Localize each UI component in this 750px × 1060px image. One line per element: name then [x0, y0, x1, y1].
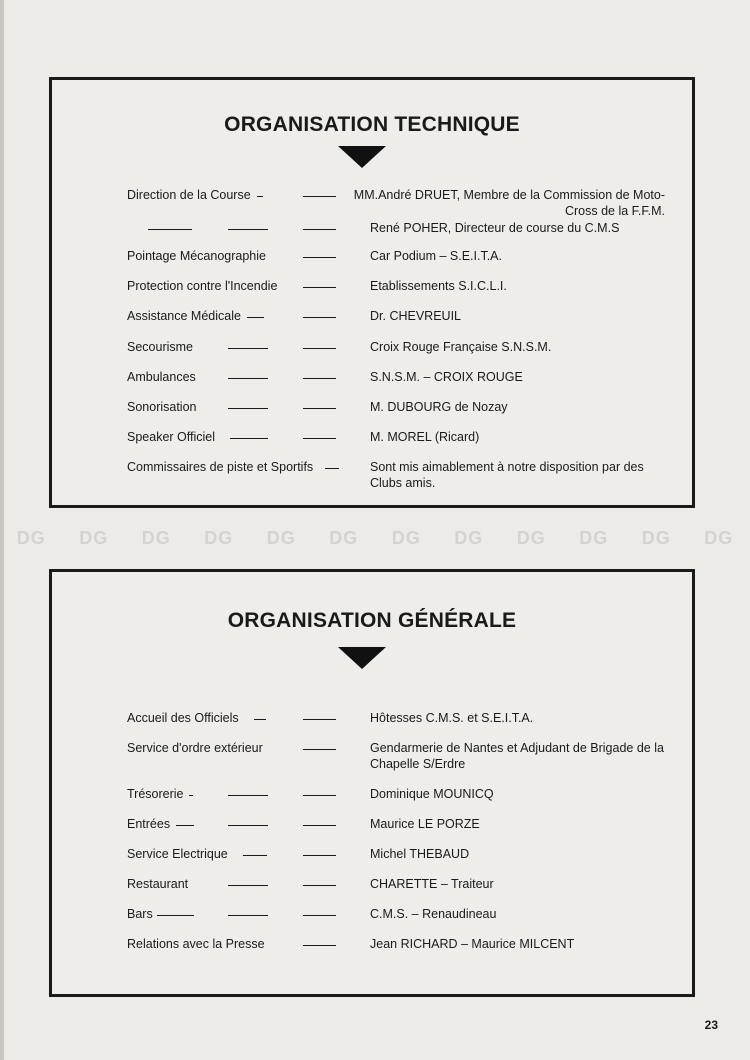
value-text: Car Podium – S.E.I.T.A.	[370, 249, 502, 263]
role-label: Protection contre l'Incendie	[127, 279, 278, 293]
role-label: Service d'ordre extérieur	[127, 741, 263, 755]
role-label: Accueil des Officiels	[127, 711, 239, 725]
value-text: René POHER, Directeur de course du C.M.S	[370, 221, 620, 235]
role-label: Entrées	[127, 817, 171, 831]
value-text: S.N.S.M. – CROIX ROUGE	[370, 370, 523, 384]
leader-dash	[303, 719, 336, 720]
watermark-text: DG	[579, 527, 609, 548]
leader-dash	[243, 855, 267, 856]
leader-dash	[228, 348, 268, 349]
watermark-text: DG	[329, 527, 359, 548]
leader-dash	[303, 885, 336, 886]
value-text: M. DUBOURG de Nozay	[370, 400, 508, 414]
organisation-generale-panel	[49, 569, 695, 997]
value-text: Hôtesses C.M.S. et S.E.I.T.A.	[370, 711, 534, 725]
role-label: Relations avec la Presse	[127, 937, 265, 951]
role-label: Trésorerie	[127, 787, 184, 801]
value-text: M. MOREL (Ricard)	[370, 430, 480, 444]
role-label: Bars	[127, 907, 153, 921]
value-text: CHARETTE – Traiteur	[370, 877, 494, 891]
watermark-text: DG	[641, 527, 671, 548]
watermark-text: DG	[141, 527, 171, 548]
leader-dash	[228, 825, 268, 826]
leader-dash	[303, 229, 336, 230]
watermark-band	[0, 512, 750, 564]
leader-dash	[303, 257, 336, 258]
leader-dash	[176, 825, 194, 826]
leader-dash	[228, 229, 268, 230]
watermark-text: DG	[391, 527, 421, 548]
leader-dash	[228, 795, 268, 796]
value-text: Jean RICHARD – Maurice MILCENT	[370, 937, 575, 951]
leader-dash	[230, 438, 268, 439]
leader-dash	[303, 749, 336, 750]
leader-dash	[303, 317, 336, 318]
leader-dash	[254, 719, 266, 720]
leader-dash	[303, 378, 336, 379]
watermark-text: DG	[516, 527, 546, 548]
role-label: Restaurant	[127, 877, 189, 891]
role-label: Secourisme	[127, 340, 193, 354]
value-text: MM.André DRUET, Membre de la Commission de Moto-Cross de la F.F.M.	[353, 188, 665, 218]
page-number: 23	[704, 1018, 718, 1032]
leader-dash	[247, 317, 264, 318]
leader-dash	[257, 196, 263, 197]
leader-dash	[303, 825, 336, 826]
leader-dash	[303, 795, 336, 796]
value-text: Gendarmerie de Nantes et Adjudant de Brigade de la Chapelle S/Erdre	[370, 741, 664, 771]
leader-dash	[303, 196, 336, 197]
watermark-text: DG	[16, 527, 46, 548]
arrow-down-icon	[338, 146, 386, 168]
leader-dash	[303, 408, 336, 409]
role-label: Pointage Mécanographie	[127, 249, 266, 263]
leader-dash	[303, 348, 336, 349]
value-text: Etablissements S.I.C.L.I.	[370, 279, 507, 293]
section-title: ORGANISATION TECHNIQUE	[224, 113, 520, 136]
section-title: ORGANISATION GÉNÉRALE	[227, 609, 517, 632]
arrow-down-icon	[338, 647, 386, 669]
leader-dash	[228, 408, 268, 409]
role-label: Service Electrique	[127, 847, 228, 861]
leader-dash	[157, 915, 194, 916]
watermark-text: DG	[704, 527, 734, 548]
leader-dash	[148, 229, 192, 230]
value-text: Sont mis aimablement à notre disposition par des Clubs amis.	[370, 460, 644, 490]
watermark-text: DG	[454, 527, 484, 548]
role-label: Sonorisation	[127, 400, 197, 414]
value-text: Croix Rouge Française S.N.S.M.	[370, 340, 552, 354]
leader-dash	[303, 945, 336, 946]
watermark-text: DG	[79, 527, 109, 548]
role-label: Speaker Officiel	[127, 430, 216, 444]
value-text: C.M.S. – Renaudineau	[370, 907, 497, 921]
value-text: Maurice LE PORZE	[370, 817, 480, 831]
leader-dash	[228, 885, 268, 886]
leader-dash	[303, 438, 336, 439]
role-label: Direction de la Course	[127, 188, 251, 202]
role-label: Assistance Médicale	[127, 309, 241, 323]
leader-dash	[189, 795, 193, 796]
leader-dash	[228, 378, 268, 379]
organisation-technique-panel	[49, 77, 695, 508]
value-text: Dr. CHEVREUIL	[370, 309, 461, 323]
value-text: Dominique MOUNICQ	[370, 787, 494, 801]
leader-dash	[303, 287, 336, 288]
leader-dash	[325, 468, 339, 469]
role-label: Ambulances	[127, 370, 196, 384]
value-text: Michel THEBAUD	[370, 847, 470, 861]
watermark-text: DG	[204, 527, 234, 548]
leader-dash	[228, 915, 268, 916]
role-label: Commissaires de piste et Sportifs	[127, 460, 314, 474]
leader-dash	[303, 915, 336, 916]
leader-dash	[303, 855, 336, 856]
watermark-text: DG	[266, 527, 296, 548]
